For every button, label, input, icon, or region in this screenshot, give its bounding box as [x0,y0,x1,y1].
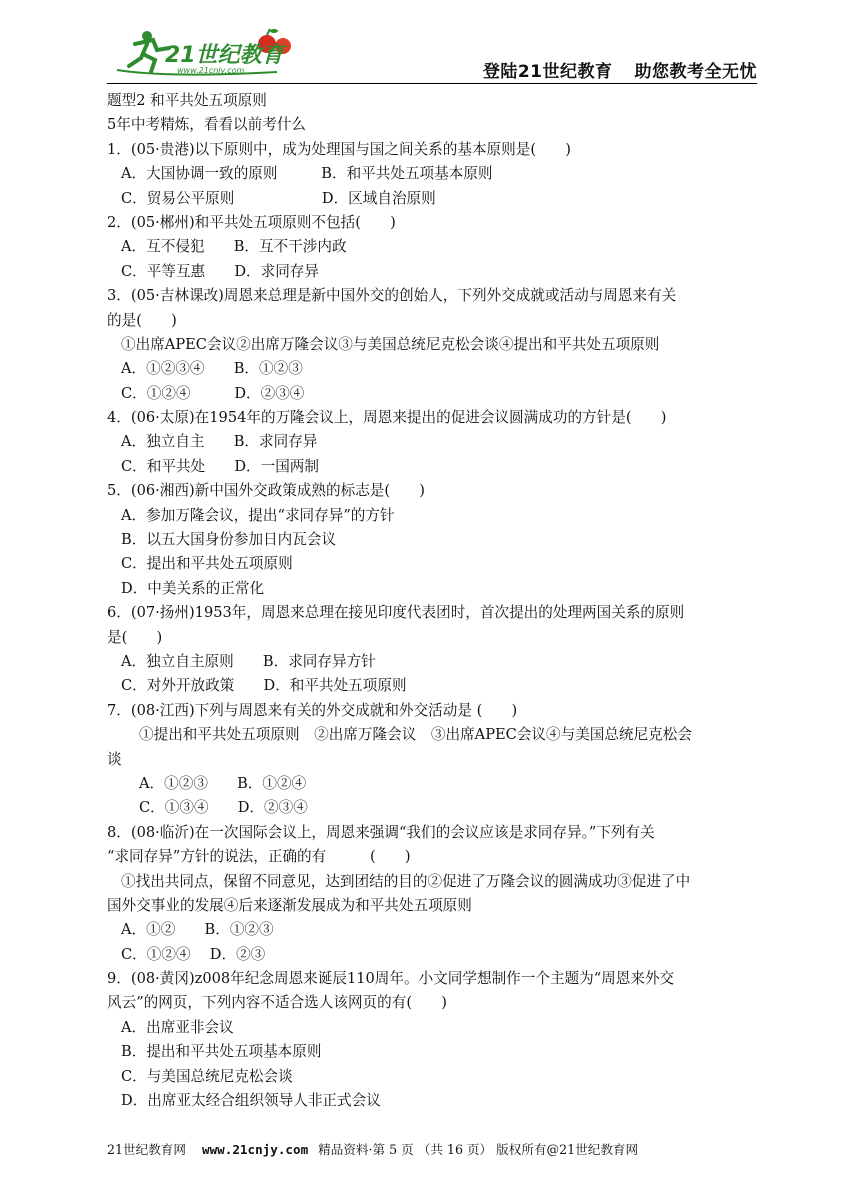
footer-site: 21世纪教育网 [107,1142,186,1157]
text-line: C．①③④ D．②③④ [139,799,308,817]
text-line: A．独立自主原则 B．求同存异方针 [121,652,376,670]
text-line: C．和平共处 D．一国两制 [121,457,319,475]
text-line: 1．(05·贵港)以下原则中，成为处理国与国之间关系的基本原则是( ) [107,140,571,158]
text-line: A．①②③ B．①②④ [139,774,307,792]
document-body [107,89,757,1113]
text-line: 3．(05·吉林课改)周恩来总理是新中国外交的创始人，下列外交成就或活动与周恩来有关 [107,287,677,305]
text-line: 是( ) [107,628,163,646]
text-line: 的是( ) [107,311,177,329]
text-line: C．①②④ D．②③④ [121,384,305,402]
text-line: 4．(06·太原)在1954年的万隆会议上，周恩来提出的促进会议圆满成功的方针是( ) [107,409,667,427]
slogan-left: 登陆21世纪教育 [482,62,613,82]
text-line: A．出席亚非会议 [121,1018,234,1036]
text-line: A．互不侵犯 B．互不干涉内政 [121,238,347,256]
text-line: 2．(05·郴州)和平共处五项原则不包括( ) [107,213,396,231]
footer-page-info: 精品资料·第 5 页 （共 16 页） 版权所有@21世纪教育网 [318,1142,639,1157]
text-line: 9．(08·黄冈)z008年纪念周恩来诞辰110周年。小文同学想制作一个主题为“周恩来外交 [107,970,675,988]
slogan-right: 助您教考全无忧 [634,62,757,82]
text-line: C．提出和平共处五项原则 [121,555,293,573]
header-slogan [461,57,757,82]
21cnjy-logo [107,26,307,80]
text-line: A．①②③④ B．①②③ [121,360,303,378]
text-line: D．中美关系的正常化 [121,579,265,597]
page-header [107,26,757,86]
text-line: C．贸易公平原则 D．区域自治原则 [121,189,436,207]
text-line: 题型2 和平共处五项原则 [107,92,267,109]
text-line: A．独立自主 B．求同存异 [121,433,318,451]
text-line: D．出席亚太经合组织领导人非正式会议 [121,1092,381,1110]
text-line: A．①② B．①②③ [121,921,274,939]
text-line: ①找出共同点，保留不同意见，达到团结的目的②促进了万隆会议的圆满成功③促进了中 [121,872,691,890]
footer-url[interactable]: www.21cnjy.com [202,1142,309,1157]
text-line: C．对外开放政策 D．和平共处五项原则 [121,677,407,695]
text-line: 风云”的网页，下列内容不适合选人该网页的有( ) [107,994,447,1012]
text-line: A．大国协调一致的原则 B．和平共处五项基本原则 [121,165,493,183]
text-line: C．①②④ D．②③ [121,945,266,963]
text-line: 5．(06·湘西)新中国外交政策成熟的标志是( ) [107,482,425,500]
text-line: C．与美国总统尼克松会谈 [121,1067,293,1085]
text-line: 8．(08·临沂)在一次国际会议上，周恩来强调“我们的会议应该是求同存异。”下列有关 [107,823,655,841]
logo-title: 21世纪教育 [165,43,284,68]
text-line: 国外交事业的发展④后来逐渐发展成为和平共处五项原则 [107,896,472,914]
text-line: B．以五大国身份参加日内瓦会议 [121,531,337,549]
text-line: ①出席APEC会议②出席万隆会议③与美国总统尼克松会谈④提出和平共处五项原则 [121,335,660,353]
text-line: 6．(07·扬州)1953年，周恩来总理在接见印度代表团时，首次提出的处理两国关系的原则 [107,604,685,622]
logo-url: www.21cnjy.com [177,66,245,75]
text-line: ①提出和平共处五项原则 ②出席万隆会议 ③出席APEC会议④与美国总统尼克松会 [139,726,692,744]
page-footer [107,1139,757,1158]
text-line: 5年中考精炼，看看以前考什么 [107,116,307,134]
header-divider [107,83,757,84]
text-line: A．参加万隆会议，提出“求同存异”的方针 [121,506,395,524]
text-line: C．平等互惠 D．求同存异 [121,262,319,280]
text-line: 7．(08·江西)下列与周恩来有关的外交成就和外交活动是 ( ) [107,701,518,719]
text-line: 谈 [107,750,122,768]
text-line: “求同存异”方针的说法，正确的有 ( ) [107,848,411,866]
text-line: B．提出和平共处五项基本原则 [121,1043,322,1061]
